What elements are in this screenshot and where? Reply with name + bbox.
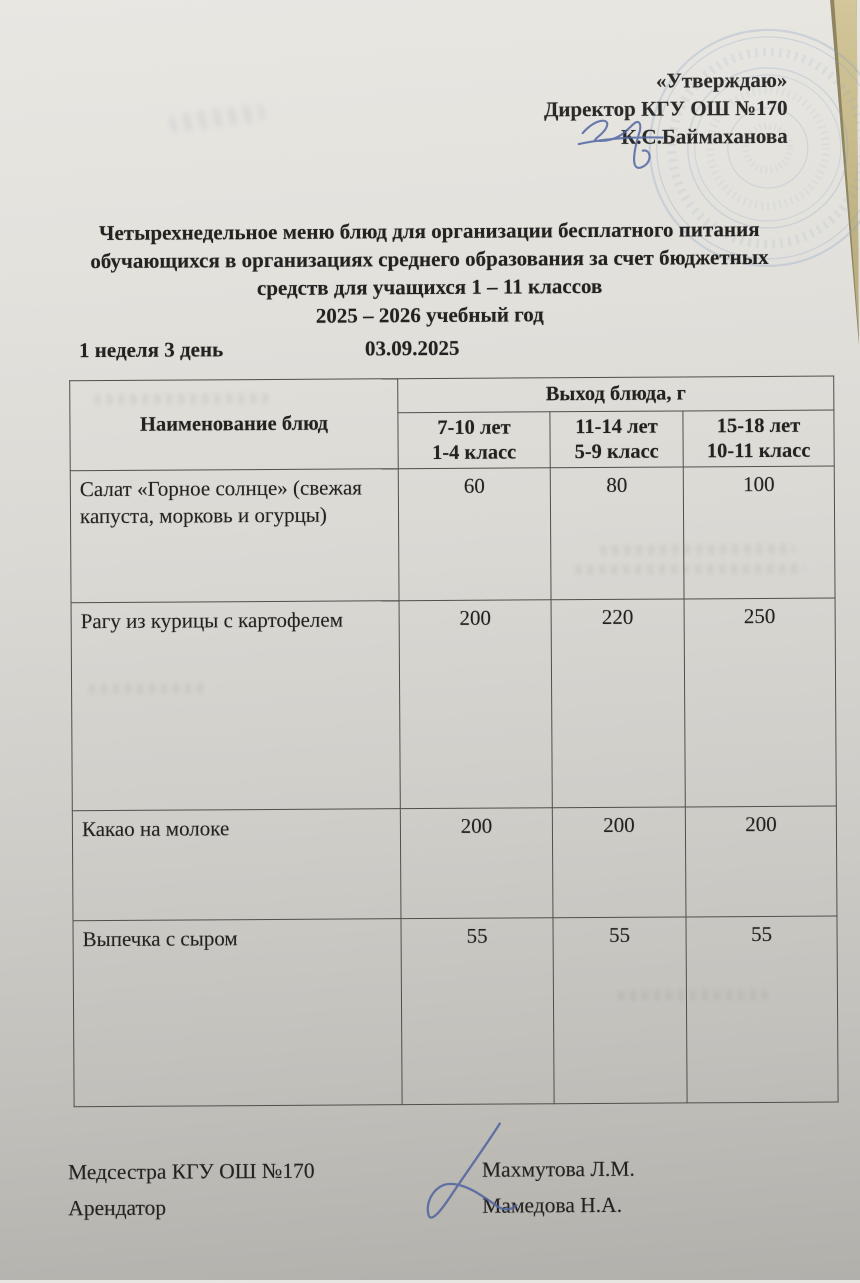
tenant-name-label: Мамедова Н.А. — [482, 1192, 623, 1218]
portion-cell: 55 — [553, 917, 687, 1104]
portion-cell: 200 — [552, 807, 686, 918]
director-name: К.С.Баймаханова — [620, 123, 788, 149]
portion-cell: 55 — [401, 918, 554, 1105]
age-label: 7-10 лет — [437, 416, 511, 439]
date-label: 03.09.2025 — [364, 335, 460, 361]
director-line: Директор КГУ ОШ №170 — [543, 95, 788, 122]
nurse-role-label: Медсестра КГУ ОШ №170 — [67, 1158, 315, 1185]
grade-label: 1-4 класс — [431, 440, 517, 464]
dish-name-header: Наименование блюд — [70, 379, 399, 471]
tenant-role-label: Арендатор — [68, 1195, 167, 1221]
portion-cell: 200 — [399, 600, 552, 809]
approval-word: «Утверждаю» — [655, 67, 788, 93]
week-day-label: 1 неделя 3 день — [78, 337, 224, 363]
title-line-1: Четырехнедельное меню блюд для организации бесплатного питания — [98, 216, 760, 246]
portion-cell: 200 — [685, 806, 837, 917]
grade-label: 10-11 класс — [706, 439, 811, 462]
portion-cell: 60 — [398, 468, 551, 601]
age-label: 15-18 лет — [716, 414, 801, 437]
age-group-header-3 — [683, 410, 834, 467]
portion-cell: 250 — [684, 598, 836, 807]
dish-cell: Салат «Горное солнце» (свежая капуста, морковь и огурцы) — [70, 469, 399, 603]
grade-label: 5-9 класс — [574, 440, 659, 463]
output-header: Выход блюда, г — [398, 376, 834, 413]
dish-cell: Рагу из курицы с картофелем — [71, 601, 400, 811]
portion-cell: 80 — [550, 467, 684, 600]
table-row — [70, 466, 835, 603]
director-signature-icon — [573, 110, 688, 181]
nurse-name-label: Махмутова Л.М. — [481, 1156, 635, 1182]
title-line-2: обучающихся в организациях среднего образования за счет бюджетных — [90, 244, 769, 274]
age-group-header-1 — [398, 412, 550, 469]
table-row — [73, 916, 838, 1107]
portion-cell: 220 — [551, 599, 685, 808]
menu-table — [69, 376, 838, 1108]
week-date-line — [79, 334, 779, 363]
table-row — [72, 806, 837, 921]
bleedthrough-mark — [169, 103, 266, 133]
dish-cell: Выпечка с сыром — [73, 919, 402, 1107]
age-group-header-2 — [550, 411, 683, 468]
portion-cell: 55 — [686, 916, 838, 1103]
document-title — [46, 215, 813, 332]
footer-signature-icon — [412, 1117, 543, 1238]
portion-cell: 200 — [400, 808, 553, 919]
portion-cell: 100 — [683, 466, 835, 599]
footer-roles — [68, 1153, 315, 1227]
age-label: 11-14 лет — [575, 415, 658, 438]
dish-cell: Какао на молоке — [72, 809, 401, 921]
title-line-3: средств для учащихся 1 – 11 классов — [256, 273, 603, 301]
table-header-row-1 — [70, 376, 834, 415]
title-line-4: 2025 – 2026 учебный год — [315, 302, 544, 328]
table-row — [71, 598, 836, 811]
